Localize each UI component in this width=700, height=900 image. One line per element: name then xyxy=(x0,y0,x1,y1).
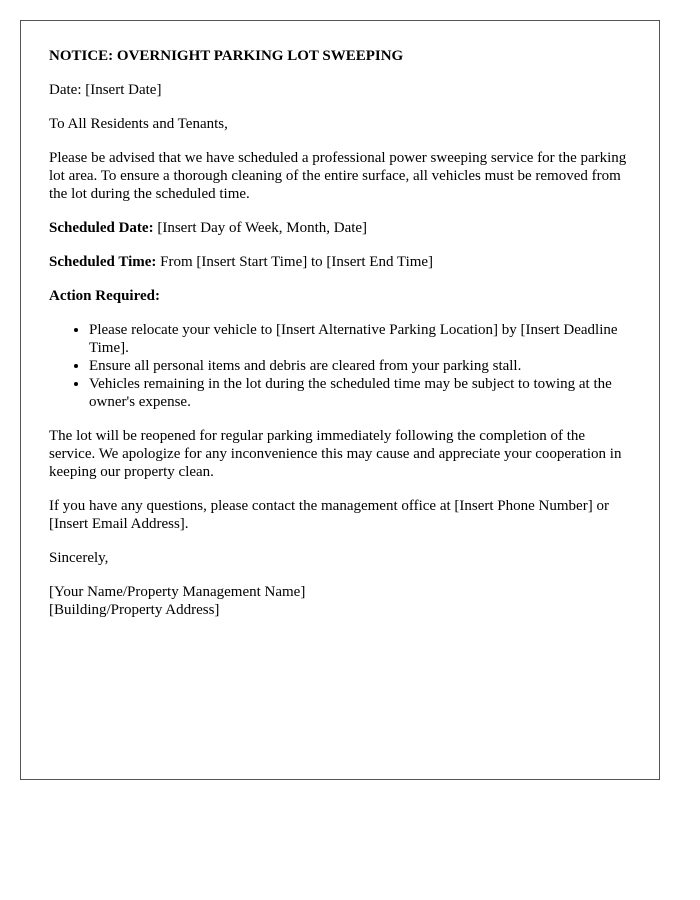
salutation: To All Residents and Tenants, xyxy=(49,116,228,132)
notice-document xyxy=(20,20,660,780)
scheduled-date-line xyxy=(49,219,631,237)
signature-address: [Building/Property Address] xyxy=(49,602,220,618)
scheduled-time-value: From [Insert Start Time] to [Insert End Time] xyxy=(156,254,434,270)
action-required-label: Action Required: xyxy=(49,288,160,304)
scheduled-date-value: [Insert Day of Week, Month, Date] xyxy=(153,220,368,236)
intro-paragraph: Please be advised that we have scheduled a professional power sweeping service for the parking lot area. To ensure a thorough cleaning of the entire surface, all vehicles must be removed from the lot during the scheduled time. xyxy=(49,150,627,202)
scheduled-date-label: Scheduled Date: xyxy=(49,220,154,236)
action-item-relocate: • Please relocate your vehicle to [Insert Alternative Parking Location] by [Insert Deadline Time]. xyxy=(89,321,631,357)
notice-title: NOTICE: OVERNIGHT PARKING LOT SWEEPING xyxy=(49,48,404,64)
action-item-towing: • Vehicles remaining in the lot during the scheduled time may be subject to towing at the owner's expense. xyxy=(89,375,631,411)
reopen-paragraph: The lot will be reopened for regular parking immediately following the completion of the service. We apologize for any inconvenience this may cause and appreciate your cooperation in keeping our property clean. xyxy=(49,428,622,480)
action-list xyxy=(49,321,631,411)
closing: Sincerely, xyxy=(49,550,109,566)
signature-name: [Your Name/Property Management Name] xyxy=(49,584,306,600)
signature-block xyxy=(49,583,631,619)
scheduled-time-label: Scheduled Time: xyxy=(49,254,157,270)
contact-paragraph: If you have any questions, please contact the management office at [Insert Phone Number] or [Insert Email Address]. xyxy=(49,498,609,532)
date-line: Date: [Insert Date] xyxy=(49,82,162,98)
scheduled-time-line xyxy=(49,253,631,271)
action-item-clear-items: • Ensure all personal items and debris are cleared from your parking stall. xyxy=(89,357,631,375)
